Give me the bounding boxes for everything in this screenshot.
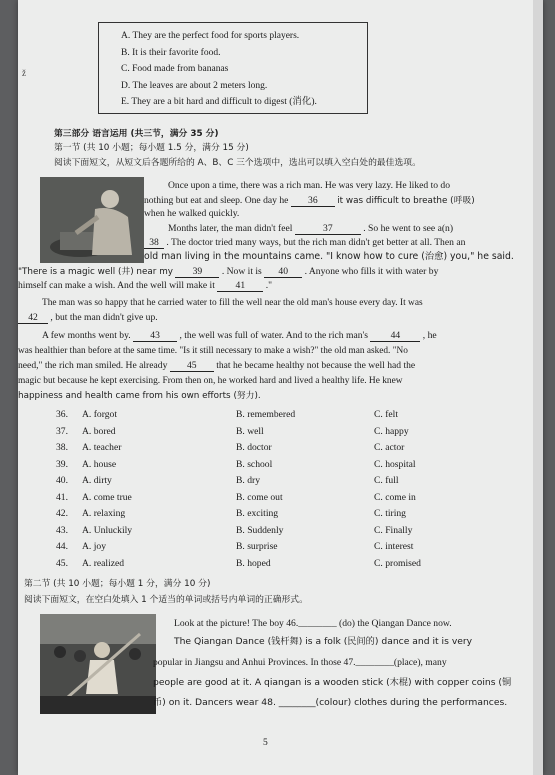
option-b: B. remembered	[236, 409, 296, 420]
blank-39: 39	[175, 266, 219, 278]
question-number: 45.	[56, 557, 68, 569]
question-row	[56, 426, 476, 442]
option-b: B. doctor	[236, 442, 272, 453]
passage-line: happiness and health came from his own efforts (努力).	[18, 391, 261, 401]
option-b: B. surprise	[236, 541, 278, 552]
option-a: A. They are the perfect food for sports players.	[121, 31, 300, 41]
option-a: A. bored	[82, 425, 116, 437]
question-row	[56, 525, 476, 541]
option-c: C. actor	[374, 442, 405, 453]
passage-text: "There is a magic well (井) near my	[18, 267, 173, 277]
option-c: C. hospital	[374, 458, 416, 470]
section2-line: The Qiangan Dance (钱杆舞) is a folk (民间的) dance and it is very	[174, 636, 473, 647]
option-b: B. come out	[236, 491, 283, 503]
passage-text: it was difficult to breathe (呼吸)	[337, 196, 475, 206]
passage-text: . The doctor tried many ways, but the rich man didn't get better at all. Then an	[166, 237, 466, 248]
option-box	[98, 22, 368, 114]
question-row	[56, 492, 476, 508]
section2-title: 第二节 (共 10 小题；每小题 1 分，满分 10 分)	[24, 579, 211, 589]
page-edge	[533, 0, 543, 775]
section2-line: popular in Jiangsu and Anhui Provinces. In those 47.________(place), many	[153, 657, 447, 668]
question-row	[56, 459, 476, 475]
option-a: A. joy	[82, 541, 106, 552]
option-b: B. school	[236, 458, 273, 470]
section1-instructions: 阅读下面短文，从短文后各题所给的 A、B、C 三个选项中，选出可以填入空白处的最佳选项。	[54, 158, 421, 168]
option-a: A. relaxing	[82, 508, 126, 519]
passage-text: that he became healthy not because the well had the	[216, 360, 416, 371]
passage-line: old man living in the mountains came. "I know how to cure (治愈) you," he said.	[144, 251, 514, 262]
option-c: C. tiring	[374, 508, 406, 519]
option-c: C. full	[374, 475, 399, 486]
option-c: C. happy	[374, 425, 409, 437]
option-d: D. The leaves are about 2 meters long.	[121, 80, 268, 91]
passage-text: ."	[265, 280, 273, 291]
passage-text: . So he went to see a(n)	[363, 223, 454, 234]
blank-43: 43	[133, 330, 177, 342]
option-b: B. It is their favorite food.	[121, 47, 221, 58]
blank-40: 40	[264, 266, 302, 278]
blank-44: 44	[370, 330, 420, 342]
exam-page	[18, 0, 543, 775]
blank-45: 45	[170, 360, 214, 372]
passage-text: himself can make a wish. And the well will make it	[18, 280, 215, 291]
option-c: C. Food made from bananas	[121, 64, 229, 74]
margin-mark: ž	[22, 68, 26, 78]
passage-text: , but the man didn't give up.	[50, 312, 158, 323]
option-a: A. realized	[82, 557, 125, 569]
option-b: B. exciting	[236, 508, 279, 519]
passage-line	[168, 223, 453, 235]
option-a: A. come true	[82, 491, 132, 503]
question-number: 41.	[56, 491, 68, 503]
option-a: A. dirty	[82, 475, 112, 486]
question-row	[56, 541, 476, 557]
passage-text: . Now it is	[221, 266, 262, 277]
option-c: C. felt	[374, 409, 398, 420]
passage-line: magic but because he kept exercising. From then on, he worked hard and lived a healthy life. He knew	[18, 376, 403, 386]
passage-line	[144, 195, 475, 207]
question-number: 40.	[56, 475, 68, 486]
option-a: A. forgot	[82, 409, 117, 420]
option-a: A. Unluckily	[82, 524, 133, 536]
option-a: A. house	[82, 458, 117, 470]
option-c: C. interest	[374, 541, 414, 552]
blank-36: 36	[291, 195, 335, 207]
passage-text: Months later, the man didn't feel	[168, 223, 293, 234]
part3-title: 第三部分 语言运用 (共三节，满分 35 分)	[54, 129, 219, 139]
passage-line	[18, 312, 158, 324]
option-c: C. promised	[374, 557, 421, 569]
question-number: 36.	[56, 409, 68, 420]
passage-line	[18, 360, 415, 372]
passage-text: nothing but eat and sleep. One day he	[144, 195, 289, 206]
question-row	[56, 409, 476, 425]
option-b: B. dry	[236, 475, 260, 486]
question-row	[56, 442, 476, 458]
question-number: 37.	[56, 425, 68, 437]
passage-line	[42, 330, 437, 342]
passage-line	[18, 280, 272, 292]
passage-line	[144, 237, 465, 249]
section2-instructions: 阅读下面短文，在空白处填入 1 个适当的单词或括号内单词的正确形式。	[24, 595, 308, 605]
passage-text: A few months went by.	[42, 330, 131, 341]
question-number: 39.	[56, 458, 68, 470]
passage-text: , the well was full of water. And to the rich man's	[179, 330, 368, 341]
section2-line: Look at the picture! The boy 46.________ (do) the Qiangan Dance now.	[174, 618, 452, 629]
option-b: B. Suddenly	[236, 524, 284, 536]
passage-line: The man was so happy that he carried water to fill the well near the old man's house every day. It was	[42, 298, 423, 308]
blank-38: 38	[144, 237, 164, 249]
option-c: C. come in	[374, 491, 416, 503]
passage-photo	[40, 177, 144, 263]
section1-title: 第一节 (共 10 小题；每小题 1.5 分，满分 15 分)	[54, 143, 249, 153]
question-number: 43.	[56, 524, 68, 536]
question-row	[56, 508, 476, 524]
passage-text: need," the rich man smiled. He already	[18, 360, 168, 371]
page-number: 5	[263, 738, 268, 748]
question-number: 38.	[56, 442, 68, 453]
option-e: E. They are a bit hard and difficult to digest (消化).	[121, 97, 317, 107]
question-number: 42.	[56, 508, 68, 519]
blank-37: 37	[295, 223, 361, 235]
option-b: B. well	[236, 425, 264, 437]
passage-line: when he walked quickly.	[144, 208, 240, 219]
passage-line: Once upon a time, there was a rich man. He was very lazy. He liked to do	[168, 180, 451, 191]
passage-line: was healthier than before at the same time. "Is it still necessary to make a wish?" the old man asked. "No	[18, 346, 408, 356]
section2-line: people are good at it. A qiangan is a wooden stick (木棍) with copper coins (铜	[153, 677, 512, 688]
passage-text: , he	[422, 330, 437, 341]
option-c: C. Finally	[374, 524, 413, 536]
passage-line	[18, 266, 438, 278]
blank-42: 42	[18, 312, 48, 324]
question-number: 44.	[56, 541, 68, 552]
passage-text: . Anyone who fills it with water by	[304, 266, 439, 277]
dance-photo	[40, 614, 156, 714]
question-row	[56, 558, 476, 574]
question-row	[56, 475, 476, 491]
section2-line: 币) on it. Dancers wear 48. ________(colour) clothes during the performances.	[153, 697, 508, 708]
blank-41: 41	[217, 280, 263, 292]
option-a: A. teacher	[82, 442, 122, 453]
option-b: B. hoped	[236, 557, 271, 569]
